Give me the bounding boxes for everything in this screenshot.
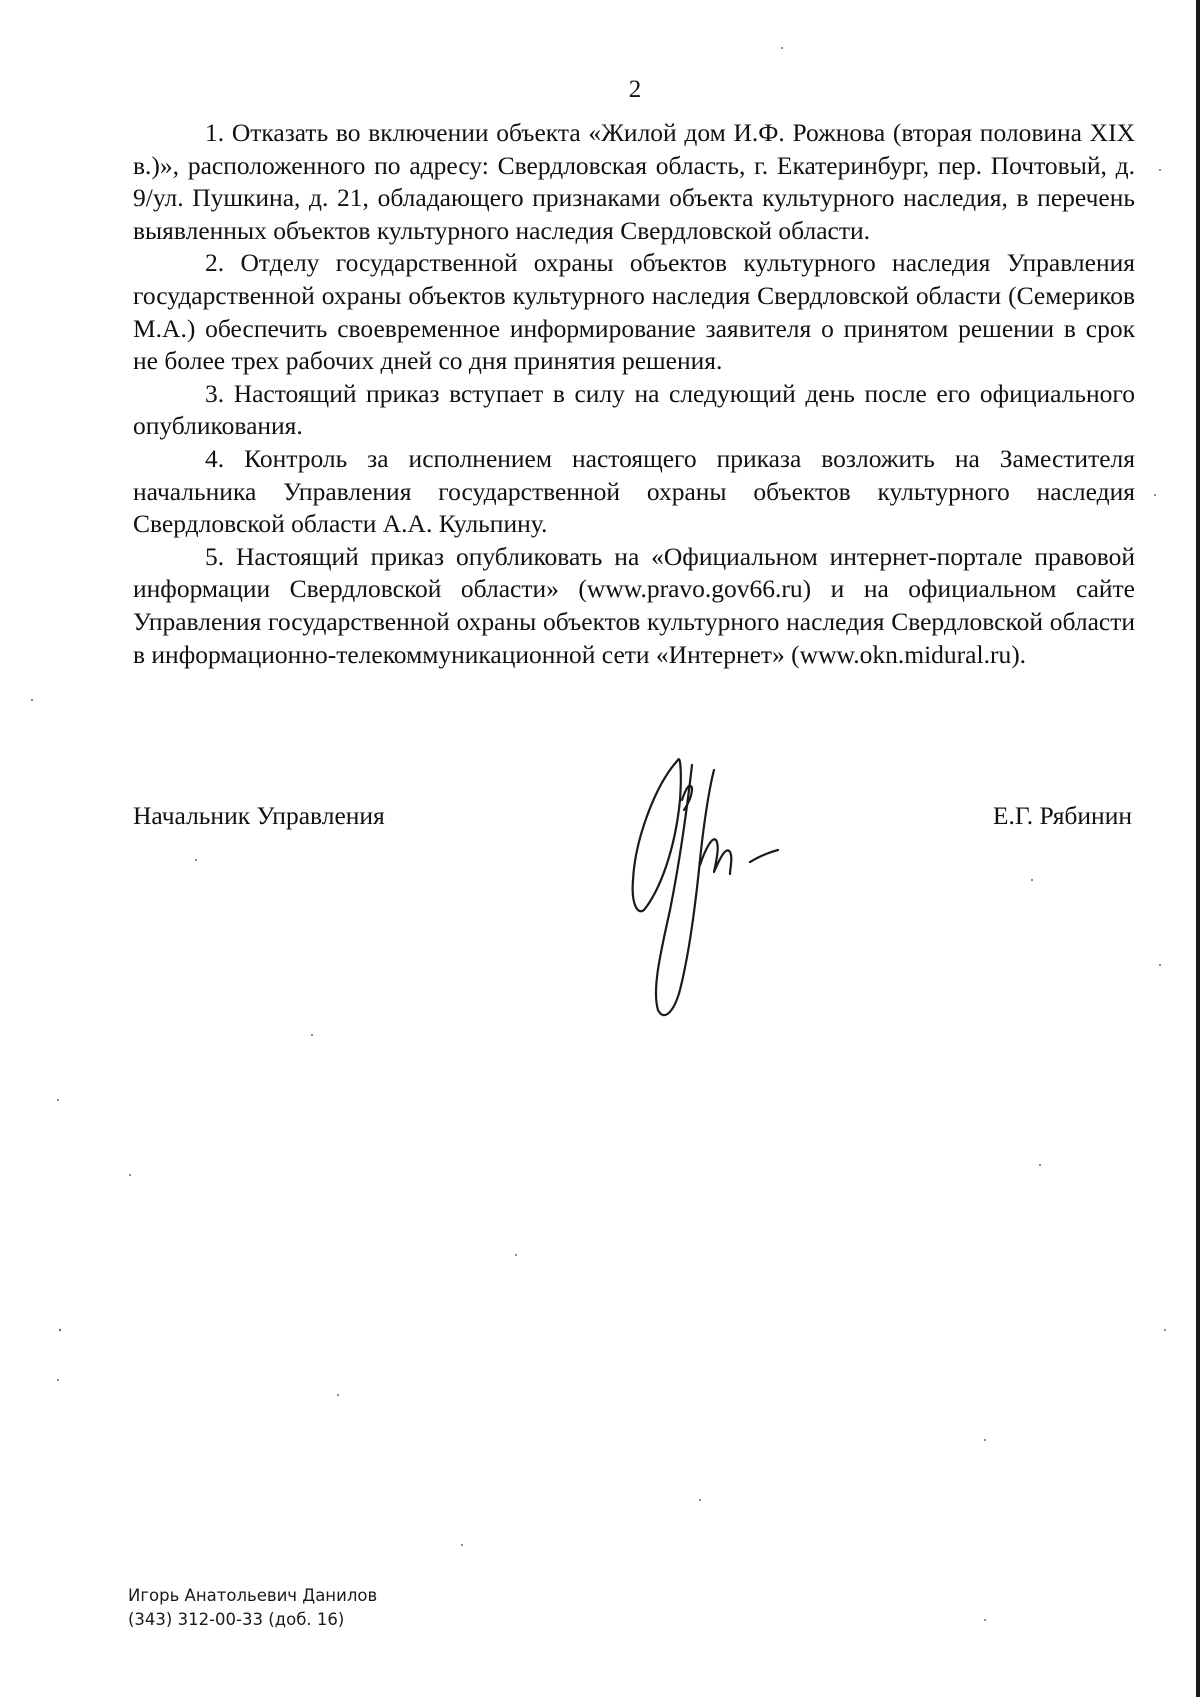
handwritten-signature — [630, 740, 860, 1030]
executor-name: Игорь Анатольевич Данилов — [128, 1586, 378, 1605]
order-body — [133, 117, 1135, 671]
signatory-role: Начальник Управления — [133, 801, 385, 830]
order-item-5: 5. Настоящий приказ опубликовать на «Официальном интернет-портале правовой информации Свердловской области» (www.pravo.gov66.ru) и на официальном сайте Управления государственной охраны объектов культурного наследия Свердловской области в информационно-телекоммуникационной сети «Интернет» (www.okn.midural.ru). — [133, 541, 1135, 669]
executor-phone: (343) 312-00-33 (доб. 16) — [128, 1610, 345, 1629]
order-item-4: 4. Контроль за исполнением настоящего приказа возложить на Заместителя начальника Управления государственной охраны объектов культурного наследия Свердловской области А.А. Кульпину. — [133, 443, 1135, 539]
order-item-2: 2. Отделу государственной охраны объектов культурного наследия Управления государственной охраны объектов культурного наследия Свердловской области (Семериков М.А.) обеспечить своевременное информирование заявителя о принятом решении в срок не более трех рабочих дней со дня принятия решения. — [133, 248, 1135, 376]
order-item-1: 1. Отказать во включении объекта «Жилой дом И.Ф. Рожнова (вторая половина XIX в.)», расположенного по адресу: Свердловская область, г. Екатеринбург, пер. Почтовый, д. 9/ул. Пушкина, д. 21, обладающего признаками объекта культурного наследия, в перечень выявленных объектов культурного наследия Свердловской области. — [133, 118, 1135, 245]
page-number: 2 — [628, 76, 642, 103]
order-item-3: 3. Настоящий приказ вступает в силу на следующий день после его официального опубликования. — [133, 378, 1135, 441]
executor-block — [128, 1584, 377, 1632]
scan-edge — [1196, 0, 1200, 1697]
signatory-name: Е.Г. Рябинин — [992, 801, 1132, 830]
